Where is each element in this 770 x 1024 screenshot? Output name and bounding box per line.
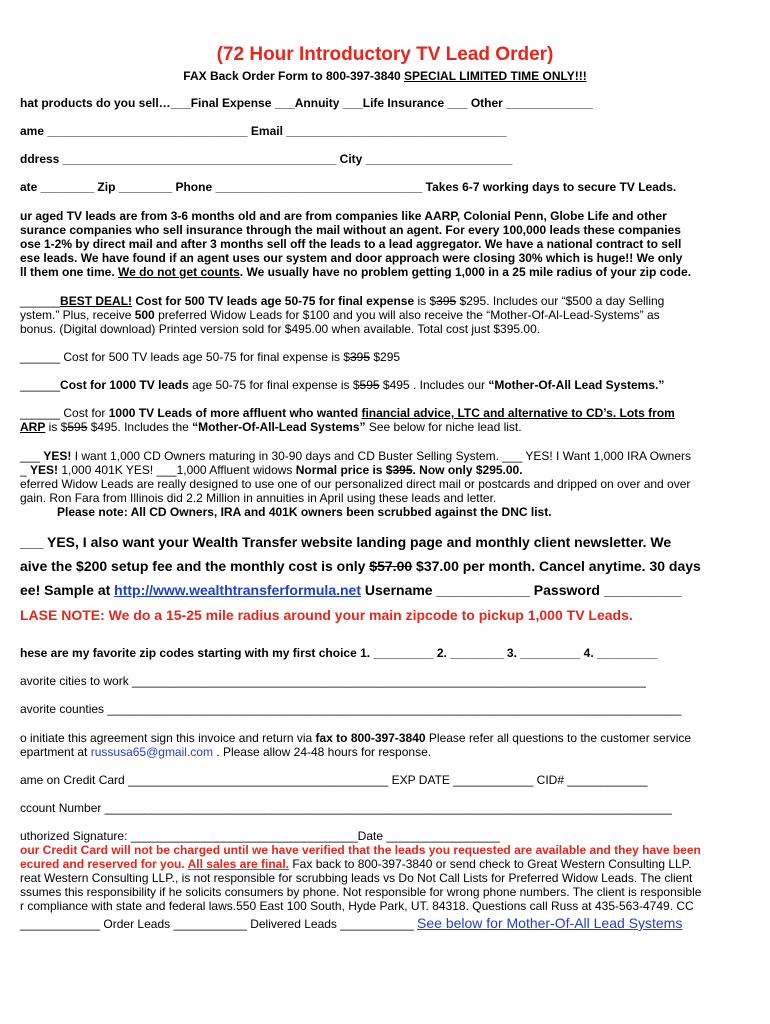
- favorite-cities-line: avorite cities to work _____________________________________________________________________________: [20, 674, 646, 688]
- intro-paragraph-line: surance companies who sell insurance through the mail without an agent. For every 100,000 leads these companies: [20, 223, 681, 237]
- support-email-link[interactable]: russusa65@gmail.com: [90, 745, 213, 759]
- offer-cd-owners-line: eferred Widow Leads are really designed to use one of our personalized direct mail or postcards and dripped on over and over: [20, 477, 691, 491]
- credit-card-name-line: ame on Credit Card _______________________________________ EXP DATE ____________ CID# ____________: [20, 773, 648, 787]
- form-title: (72 Hour Introductory TV Lead Order): [216, 44, 554, 65]
- intro-paragraph-line: ose 1-2% by direct mail and after 3 months sell off the leads to a lead aggregator. We have a national contract to sell: [20, 237, 682, 251]
- offer-cd-owners-line: _ YES! 1,000 401K YES! ___1,000 Affluent widows Normal price is $395. Now only $295.00.: [20, 463, 523, 477]
- offer-best-deal: ______BEST DEAL! Cost for 500 TV leads age 50-75 for final expense is $395 $295. Includes our “$500 a day Selling: [20, 294, 665, 308]
- terms-line: ecured and reserved for you. All sales are final. Fax back to 800-397-3840 or send check to Great Western Consulting LLP.: [20, 857, 692, 871]
- offer-1000-leads: ______Cost for 1000 TV leads age 50-75 for final expense is $595 $495 . Includes our “Mother-Of-All Lead Systems.”: [20, 378, 665, 392]
- name-email-line: ame ______________________________ Email _________________________________: [20, 124, 507, 138]
- terms-line: ssumes this responsibility if he solicits consumers by phone. Not responsible for wrong phone numbers. The client is responsible: [20, 885, 702, 899]
- wealth-transfer-price: aive the $200 setup fee and the monthly cost is only $57.00 $37.00 per month. Cancel anytime. 30 days: [20, 558, 701, 574]
- terms-line: r compliance with state and federal laws.550 East 100 South, Hyde Park, UT. 84318. Questions call Russ at 435-563-4749. CC: [20, 899, 694, 913]
- intro-paragraph-line: ese leads. We have found if an agent uses our system and door approach were closing 30% which is huge!! We only: [20, 251, 683, 265]
- offer-best-deal-line: ystem.” Plus, receive 500 preferred Widow Leads for $100 and you will also receive the “Mother-Of-Al-Lead-Systems” as: [20, 308, 660, 322]
- offer-500-leads: ______ Cost for 500 TV leads age 50-75 for final expense is $395 $295: [20, 350, 401, 364]
- dnc-note: Please note: All CD Owners, IRA and 401K owners been scrubbed against the DNC list.: [57, 505, 552, 519]
- offer-affluent-leads-line: ARP is $595 $495. Includes the “Mother-Of-All-Lead Systems” See below for niche lead list.: [20, 420, 522, 434]
- signature-line: uthorized Signature: __________________________________Date _________________: [20, 829, 500, 843]
- offer-cd-owners-line: gain. Ron Fara from Illinois did 2.2 Million in annuities in April using these leads and letter.: [20, 491, 497, 505]
- zip-codes-line: hese are my favorite zip codes starting with my first choice 1. _________ 2. ________ 3. _________ 4. _________: [20, 646, 658, 660]
- offer-affluent-leads: ______ Cost for 1000 TV Leads of more affluent who wanted financial advice, LTC and alternative to CD’s. Lots from: [20, 406, 675, 420]
- offer-best-deal-line: bonus. (Digital download) Printed version sold for $495.00 when available. Total cost just $395.00.: [20, 322, 541, 336]
- sample-website-link[interactable]: http://www.wealthtransferformula.net: [114, 582, 361, 598]
- instructions-line: o initiate this agreement sign this invoice and return via fax to 800-397-3840 Please refer all questions to the customer service: [20, 731, 692, 745]
- offer-cd-owners: ___ YES! I want 1,000 CD Owners maturing in 30-90 days and CD Buster Selling System. ___ YES! I Want 1,000 IRA Owners: [20, 449, 692, 463]
- mother-of-all-lead-systems-link[interactable]: See below for Mother-Of-All Lead Systems: [417, 915, 683, 931]
- favorite-counties-line: avorite counties ______________________________________________________________________________________: [20, 702, 682, 716]
- instructions-line: epartment at russusa65@gmail.com . Please allow 24-48 hours for response.: [20, 745, 432, 759]
- terms-line: reat Western Consulting LLP., is not responsible for scrubbing leads vs Do Not Call Lists for Preferred Widow Leads. The client: [20, 871, 693, 885]
- address-city-line: ddress _________________________________________ City ______________________: [20, 152, 513, 166]
- wealth-transfer-offer: ___ YES, I also want your Wealth Transfer website landing page and monthly client newsletter. We: [20, 534, 672, 550]
- terms-line: our Credit Card will not be charged until we have verified that the leads you requested are available and they have been: [20, 843, 701, 857]
- products-line: hat products do you sell…___Final Expense ___Annuity ___Life Insurance ___ Other _____________: [20, 96, 593, 110]
- footer-line: ____________ Order Leads ___________ Delivered Leads ___________ See below for Mother-Of-All Lead Systems: [20, 915, 683, 931]
- radius-note: LASE NOTE: We do a 15-25 mile radius around your main zipcode to pickup 1,000 TV Leads.: [20, 607, 633, 623]
- wealth-transfer-sample: ee! Sample at http://www.wealthtransferformula.net Username ____________ Password __________: [20, 582, 682, 598]
- intro-paragraph-line: ll them one time. We do not get counts. We usually have no problem getting 1,000 in a 25 mile radius of your zip code.: [20, 265, 692, 279]
- form-subtitle: FAX Back Order Form to 800-397-3840 SPECIAL LIMITED TIME ONLY!!!: [183, 69, 587, 83]
- account-number-line: ccount Number _____________________________________________________________________________________: [20, 801, 672, 815]
- state-zip-phone-line: ate ________ Zip ________ Phone _______________________________ Takes 6-7 working days to secure TV Leads.: [20, 180, 677, 194]
- intro-paragraph-line: ur aged TV leads are from 3-6 months old and are from companies like AARP, Colonial Penn, Globe Life and other: [20, 209, 667, 223]
